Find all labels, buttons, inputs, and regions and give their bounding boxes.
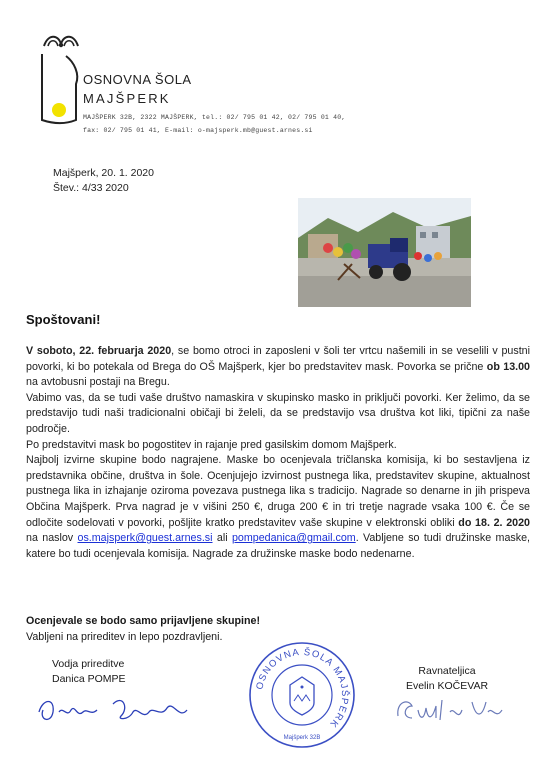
paragraph-text: na naslov [26,532,78,545]
paragraph-text: Najbolj izvirne skupine bodo nagrajene. Maske bo ocenjevala tričlanska komisija, ki bo sestavljena iz predstavnika občine, društva in šole. Ocenjujejo izvirnost pustnega lika, predstavitev skupine, aktualnost pustnega lika in izhajanje oziroma povezava pustnega lika s tradicijo. Nagrade so denarne in jih prispeva Občina Majšperk. Prva nagrad je v višini 250 €, druga 200 € in tri tretje nagrade vsaka 100 €. Če se odločite sodelovati v povorki, pošljite kratko predstavitev vaše skupine v elektronski obliki [26,454,530,529]
stamp-ring-text: OSNOVNA ŠOLA MAJŠPERK [254,646,351,731]
paragraph-awards [26,453,530,562]
paragraph-reception: Po predstavitvi mask bo pogostitev in rajanje pred gasilskim domom Majšperk. [26,438,397,451]
signature-block-left [52,657,126,687]
handwritten-signature-left [33,690,203,730]
event-date: V soboto, 22. februarja 2020 [26,345,172,357]
contact-line: fax: 02/ 795 01 41, E-mail: o-majsperk.mb@guest.arnes.si [83,127,313,134]
deadline: do 18. 2. 2020 [458,516,530,529]
letter-body [26,344,530,562]
reference-number: Štev.: 4/33 2020 [53,182,129,194]
greeting: Spoštovani! [26,312,101,327]
parade-photo [298,198,471,307]
signer-name: Evelin KOČEVAR [405,680,489,692]
paragraph-groups: Vabimo vas, da se tudi vaše društvo namaskira v skupinsko masko in priključi povorki. Ker želimo, da se predstavijo tudi naši tradicionalni običaji bi želeli, da se predstavijo vsa društva kot liki, tipični za naše področje. [26,391,530,435]
paragraph-text: na avtobusni postaji na Bregu. [26,376,170,389]
closing-notice: Ocenjevale se bodo samo prijavljene skupine! [26,615,261,627]
coat-of-arms-icon [290,677,314,715]
signer-role: Ravnateljica [418,665,476,677]
closing-farewell: Vabljeni na prireditev in lepo pozdravljeni. [26,630,223,643]
signer-role: Vodja prireditve [52,658,125,670]
handwritten-signature-right [392,692,512,728]
address-line: MAJŠPERK 32B, 2322 MAJŠPERK, tel.: 02/ 795 01 42, 02/ 795 01 40, [83,114,346,121]
school-name: OSNOVNA ŠOLA [83,72,192,87]
school-logo [36,28,86,128]
school-place: MAJŠPERK [83,91,171,106]
stamp-bottom-text: Majšperk 32B [283,735,321,741]
paragraph-text: . Vabljene so tudi družinske maske, katere bo tudi ocenjevala komisija. Nagrade za družinske maske bodo nedenarne. [26,532,530,560]
email-link-organizer[interactable]: pompedanica@gmail.com [231,532,356,545]
event-time: ob 13.00 [486,360,531,373]
signature-block-right [400,664,494,694]
paragraph-text: , se bomo otroci in zaposleni v šoli ter vrtcu našemili in se veselili v pustni povorki, ki bo potekala od Brega do OŠ Majšperk, kjer bo predstavitev mask. Povorka se prične [26,345,530,373]
signer-name: Danica POMPE [52,673,126,685]
logo-sun [52,103,66,117]
school-stamp [246,639,358,751]
paragraph-text: ali [212,532,232,545]
email-link-school[interactable]: os.majsperk@guest.arnes.si [77,532,213,545]
paragraph-invitation [26,344,530,391]
letter-date: Majšperk, 20. 1. 2020 [53,167,154,179]
